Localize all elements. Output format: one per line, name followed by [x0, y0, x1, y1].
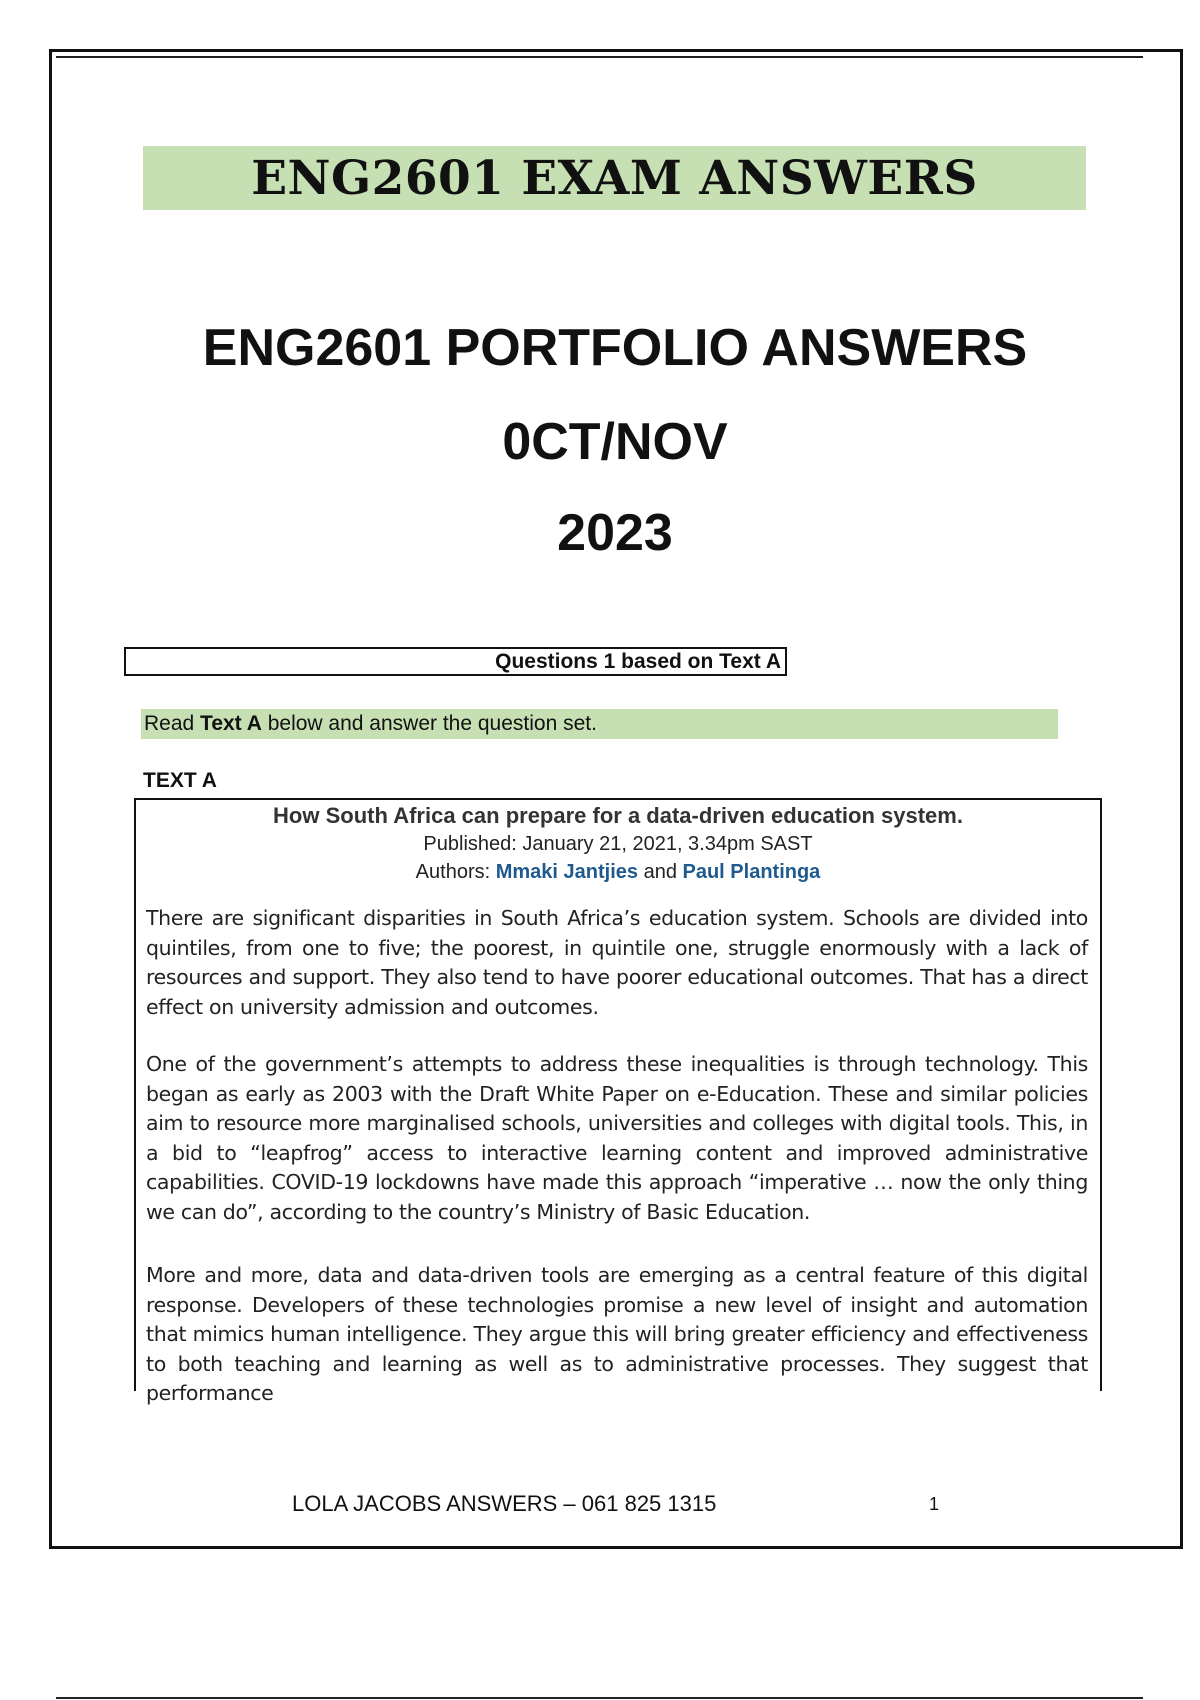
- text-a-label: TEXT A: [143, 769, 217, 792]
- question-heading: Questions 1 based on Text A: [495, 649, 781, 673]
- question-heading-box: [124, 647, 787, 676]
- article-paragraph-2: One of the government’s attempts to address these inequalities is through technology. This began as early as 2003 with the Draft White Paper on e-Education. These and similar policies aim to resource more marginalised schools, universities and colleges with digital tools. This, in a bid to “leapfrog” access to interactive learning content and improved administrative capabilities. COVID-19 lockdowns have made this approach “imperative … now the only thing we can do”, according to the country’s Ministry of Basic Education.: [146, 1052, 1088, 1224]
- instruction-bold: Text A: [200, 712, 262, 735]
- instruction-prefix: Read: [144, 712, 201, 735]
- page-number: 1: [929, 1494, 940, 1514]
- authors-prefix: Authors:: [415, 861, 496, 883]
- top-rule: [56, 56, 1143, 58]
- article-paragraph-3: More and more, data and data-driven tools are emerging as a central feature of this digital response. Developers of these technologies promise a new level of insight and automation that mimics human intelligence. They argue this will bring greater efficiency and effectiveness to both teaching and learning as well as to administrative processes. They suggest that performance: [146, 1263, 1088, 1405]
- portfolio-title: ENG2601 PORTFOLIO ANSWERS: [202, 319, 1028, 377]
- footer-text: LOLA JACOBS ANSWERS – 061 825 1315: [292, 1491, 717, 1516]
- instruction-bar: [141, 709, 1058, 739]
- session-title: 0CT/NOV: [502, 413, 728, 471]
- article-authors: [134, 861, 1102, 884]
- article-published: Published: January 21, 2021, 3.34pm SAST: [423, 833, 813, 855]
- authors-joiner: and: [638, 861, 683, 883]
- author-link-1[interactable]: Mmaki Jantjies: [495, 861, 639, 883]
- instruction-suffix: below and answer the question set.: [261, 712, 597, 735]
- exam-banner: [143, 146, 1086, 210]
- exam-banner-text: ENG2601 EXAM ANSWERS: [251, 150, 978, 206]
- article-title: How South Africa can prepare for a data-driven education system.: [273, 803, 963, 828]
- article-paragraph-1: There are significant disparities in South Africa’s education system. Schools are divided into quintiles, from one to five; the poorest, in quintile one, struggle enormously with a lack of resources and support. They also tend to have poorer educational outcomes. That has a direct effect on university admission and outcomes.: [146, 906, 1088, 1019]
- author-link-2[interactable]: Paul Plantinga: [682, 861, 821, 883]
- year-title: 2023: [557, 504, 673, 562]
- bottom-rule: [56, 1697, 1143, 1699]
